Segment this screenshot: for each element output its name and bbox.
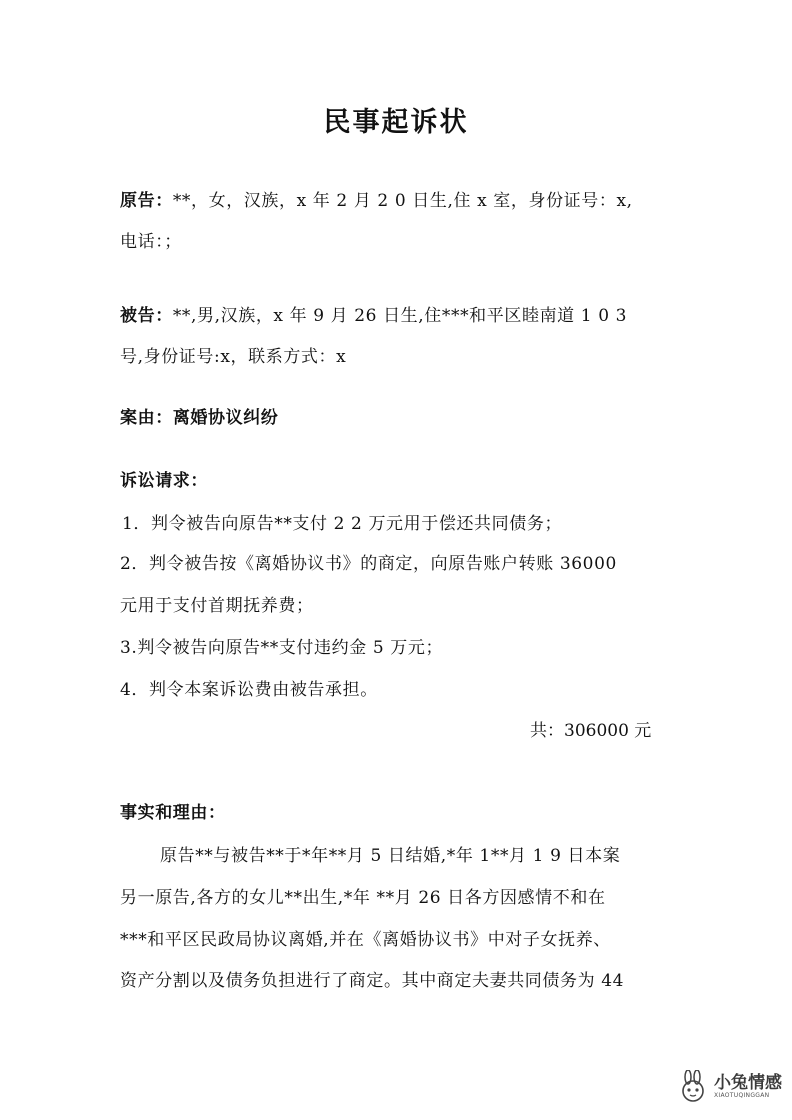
watermark (676, 1068, 786, 1112)
document-title: 民事起诉状 (323, 107, 469, 138)
plaintiff-label: 原告： (120, 191, 173, 211)
cause-label: 案由： (120, 408, 173, 428)
cause-line (120, 407, 680, 429)
claim-item: 元用于支付首期抚养费； (120, 596, 314, 616)
defendant-line-2: 号,身份证号:x，联系方式：x (120, 347, 347, 367)
plaintiff-line-2: 电话：； (120, 232, 182, 252)
facts-heading: 事实和理由： (120, 803, 226, 823)
plaintiff-line-1 (120, 190, 680, 212)
defendant-info: **,男,汉族，x 年 9 月 26 日生,住***和平区睦南道 1 0 3 (172, 306, 628, 326)
cause-value: 离婚协议纠纷 (172, 408, 279, 428)
watermark-sub: XIAOTUQINGGAN (714, 1092, 770, 1099)
facts-line: 资产分割以及债务负担进行了商定。其中商定夫妻共同债务为 44 (120, 971, 625, 991)
rabbit-logo-icon (676, 1070, 710, 1104)
defendant-line-1 (120, 305, 680, 327)
facts-line: ***和平区民政局协议离婚,并在《离婚协议书》中对子女抚养、 (120, 930, 611, 950)
plaintiff-info: **，女，汉族，x 年 2 月 2 0 日生,住 x 室，身份证号：x, (172, 191, 633, 211)
claim-item: 3.判令被告向原告**支付违约金 5 万元； (120, 638, 444, 658)
facts-line: 另一原告,各方的女儿**出生,*年 **月 26 日各方因感情不和在 (120, 888, 606, 908)
claim-item: 4．判令本案诉讼费由被告承担。 (120, 680, 378, 700)
watermark-brand: 小兔情感 (714, 1073, 782, 1093)
claims-total: 共：306000 元 (530, 721, 652, 741)
claim-item: 1．判令被告向原告**支付 2 2 万元用于偿还共同债务； (122, 514, 563, 534)
claim-item: 2．判令被告按《离婚协议书》的商定，向原告账户转账 36000 (120, 554, 617, 574)
defendant-label: 被告： (120, 306, 173, 326)
claims-heading: 诉讼请求： (120, 471, 208, 491)
facts-line: 原告**与被告**于*年**月 5 日结婚,*年 1**月 1 9 日本案 (160, 846, 621, 866)
